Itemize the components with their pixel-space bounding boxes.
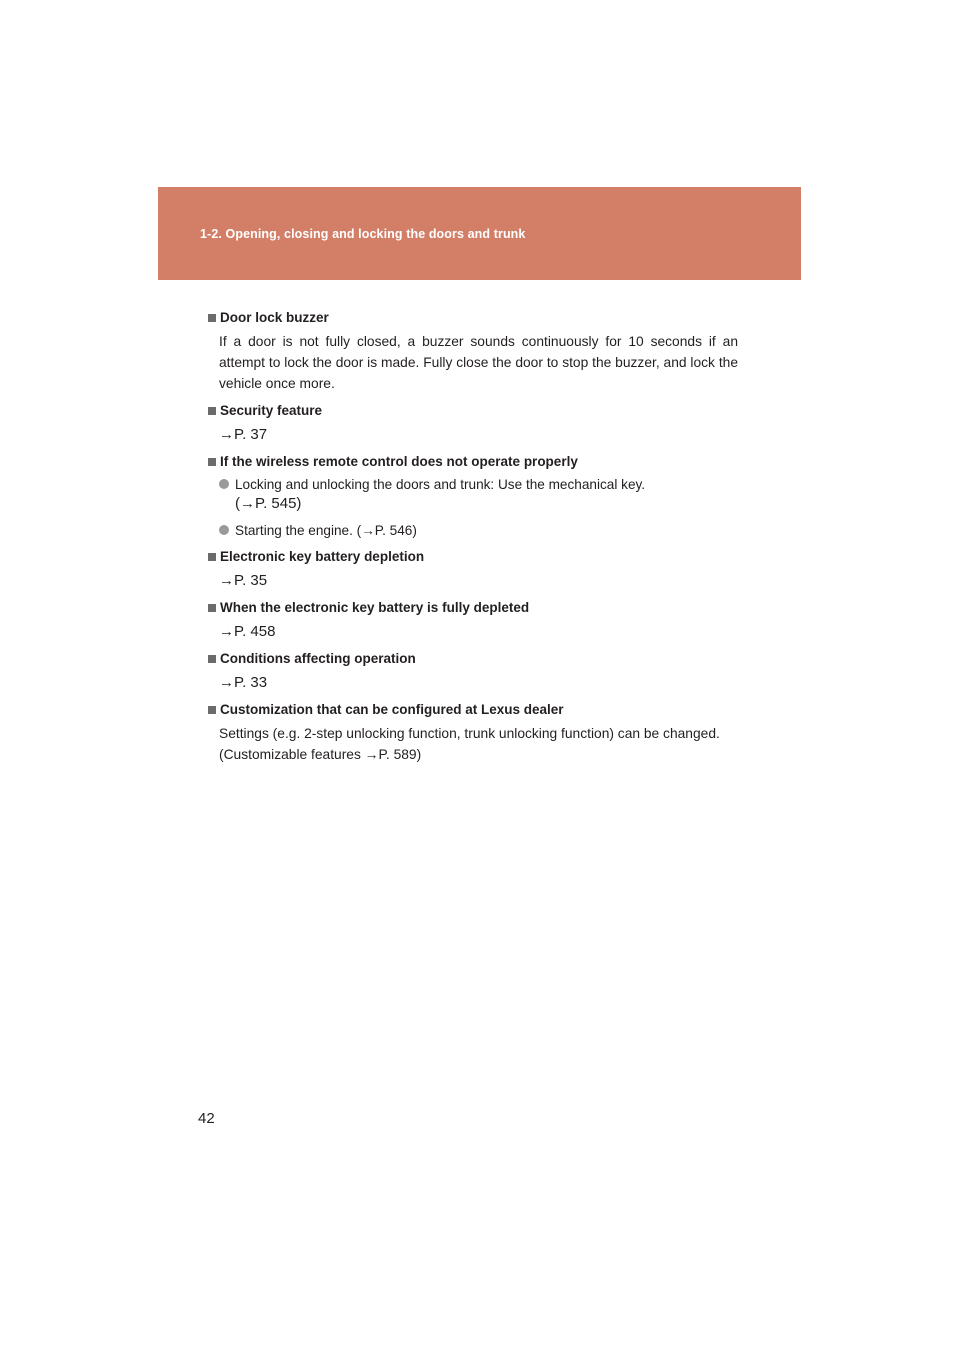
section-customization: [208, 701, 738, 765]
section-body: If a door is not fully closed, a buzzer sounds continuously for 10 seconds if an attempt to lock the door is made. Fully close the door to stop the buzzer, and lock the vehicle once more.: [219, 334, 738, 391]
square-bullet-icon: [208, 604, 216, 612]
section-body: Settings (e.g. 2-step unlocking function, trunk unlocking function) can be changed.: [219, 726, 720, 741]
list-item: Starting the engine. (→P. 546): [208, 521, 738, 540]
section-body: (Customizable features →P. 589): [219, 747, 422, 762]
section-battery-depletion: [208, 548, 738, 591]
section-conditions: [208, 650, 738, 693]
square-bullet-icon: [208, 553, 216, 561]
section-title: Door lock buzzer: [208, 309, 738, 327]
page-reference: →P. 458: [219, 623, 276, 640]
square-bullet-icon: [208, 314, 216, 322]
section-title: Customization that can be configured at Lexus dealer: [208, 701, 738, 719]
page-content: [208, 309, 738, 773]
section-title: Conditions affecting operation: [208, 650, 738, 668]
section-title: Electronic key battery depletion: [208, 548, 738, 566]
page-reference: (→P. 545): [235, 495, 302, 512]
page-reference: →P. 37: [219, 426, 268, 443]
square-bullet-icon: [208, 458, 216, 466]
page-reference: →P. 33: [219, 674, 268, 691]
round-bullet-icon: [219, 525, 229, 535]
section-wireless-remote: [208, 453, 738, 540]
square-bullet-icon: [208, 407, 216, 415]
section-header-bar: [158, 187, 801, 280]
section-title: Security feature: [208, 402, 738, 420]
section-battery-fully-depleted: [208, 599, 738, 642]
header-title: 1-2. Opening, closing and locking the doors and trunk: [200, 227, 526, 241]
square-bullet-icon: [208, 706, 216, 714]
section-door-lock-buzzer: [208, 309, 738, 394]
square-bullet-icon: [208, 655, 216, 663]
list-item: Locking and unlocking the doors and trunk: Use the mechanical key. (→P. 545): [208, 475, 738, 513]
page-reference: →P. 35: [219, 572, 268, 589]
round-bullet-icon: [219, 479, 229, 489]
section-security-feature: [208, 402, 738, 445]
section-title: If the wireless remote control does not operate properly: [208, 453, 738, 471]
section-title: When the electronic key battery is fully depleted: [208, 599, 738, 617]
page-number: 42: [198, 1110, 215, 1127]
